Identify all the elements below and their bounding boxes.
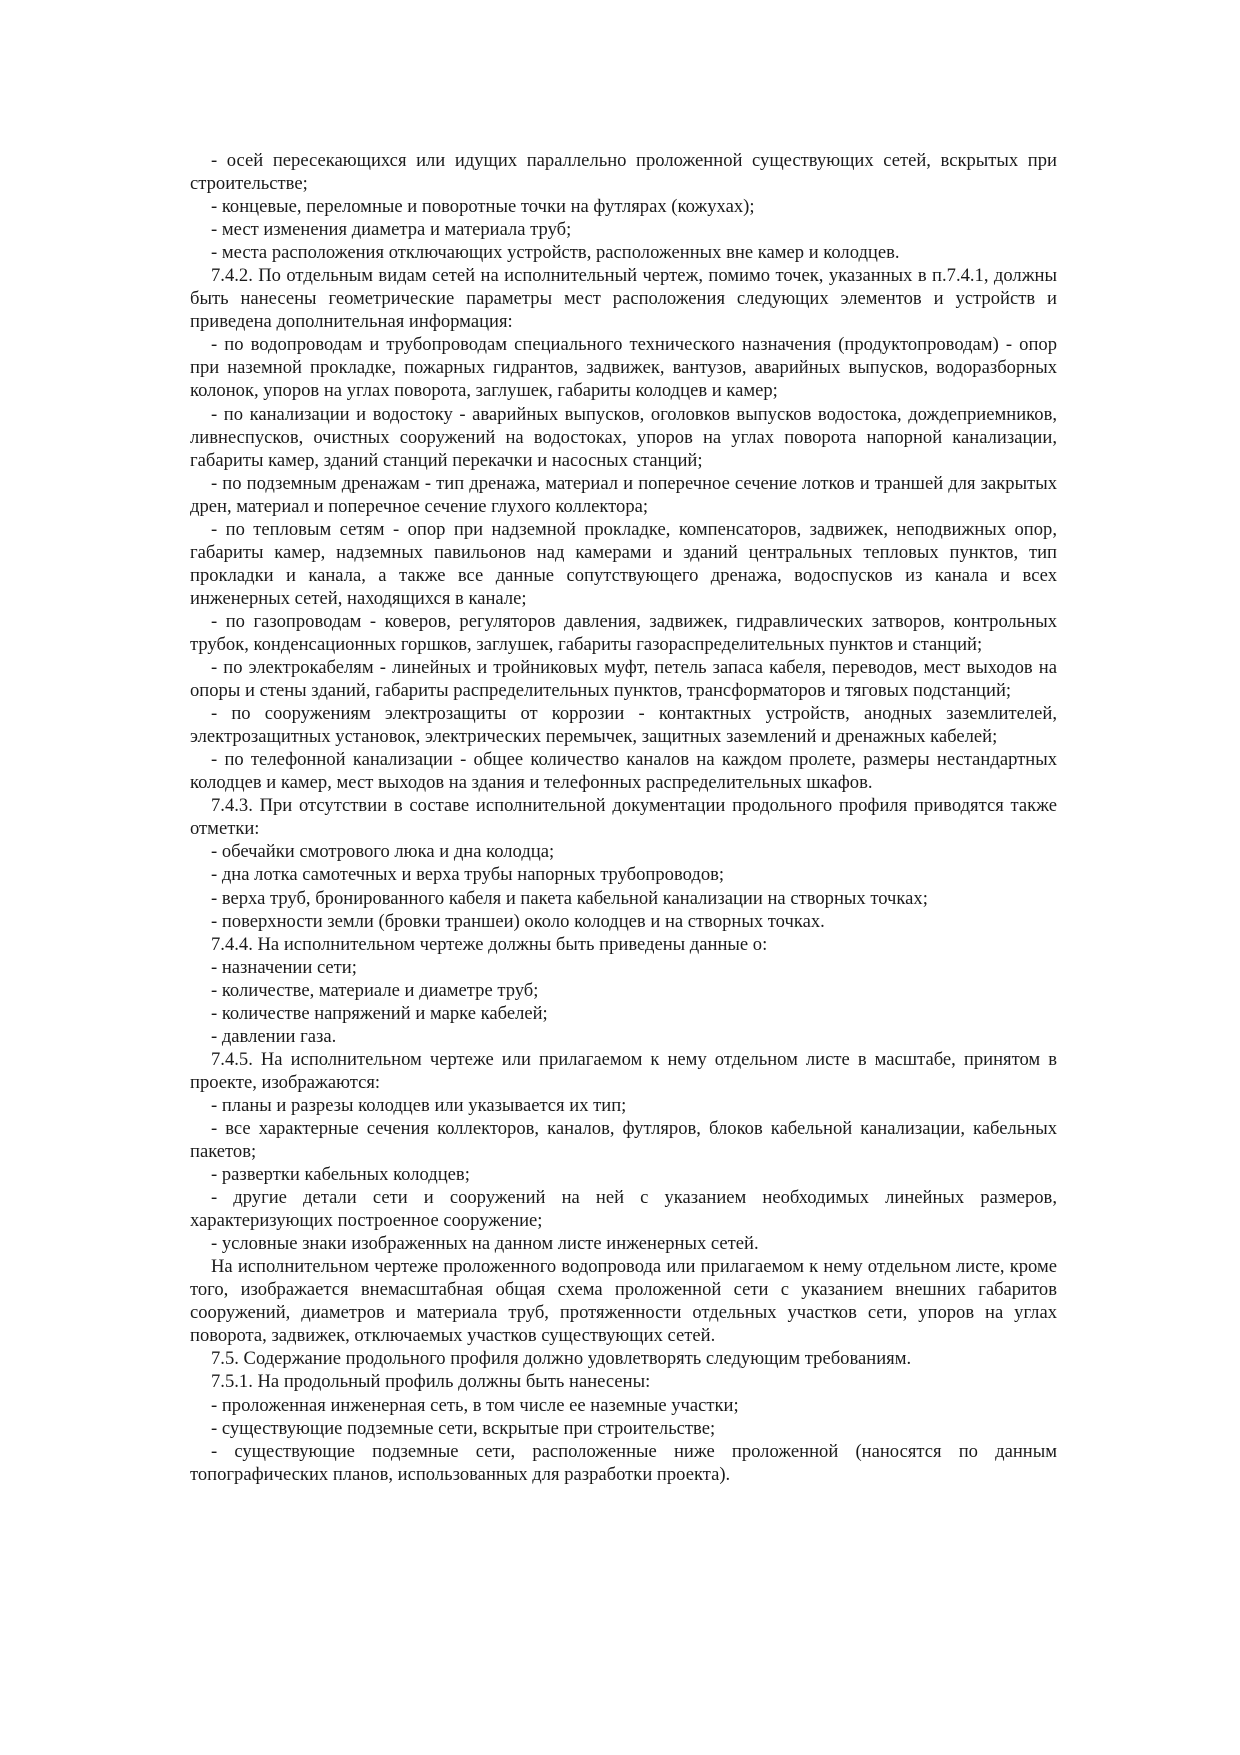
paragraph: 7.4.2. По отдельным видам сетей на исполнительный чертеж, помимо точек, указанных в п.7.4.1, должны быть нанесены геометрические параметры мест расположения следующих элементов и устройств и приведена дополнительная информация: bbox=[190, 265, 1057, 333]
paragraph: - мест изменения диаметра и материала труб; bbox=[211, 219, 572, 241]
paragraph: - условные знаки изображенных на данном листе инженерных сетей. bbox=[211, 1233, 759, 1255]
paragraph: - по газопроводам - коверов, регуляторов давления, задвижек, гидравлических затворов, контрольных трубок, конденсационных горшков, заглушек, габариты газораспределительных пунктов и станций; bbox=[190, 610, 1057, 655]
paragraph: - по подземным дренажам - тип дренажа, материал и поперечное сечение лотков и траншей для закрытых дрен, материал и поперечное сечение глухого коллектора; bbox=[190, 472, 1057, 517]
paragraph: - количестве напряжений и марке кабелей; bbox=[211, 1002, 548, 1024]
paragraph: - по телефонной канализации - общее количество каналов на каждом пролете, размеры нестандартных колодцев и камер, мест выходов на здания и телефонных распределительных шкафов. bbox=[190, 749, 1057, 794]
paragraph: - все характерные сечения коллекторов, каналов, футляров, блоков кабельной канализации, кабельных пакетов; bbox=[190, 1117, 1057, 1163]
paragraph: - существующие подземные сети, расположенные ниже проложенной (наносятся по данным топографических планов, использованных для разработки проекта). bbox=[190, 1440, 1057, 1485]
paragraph: - существующие подземные сети, вскрытые при строительстве; bbox=[211, 1417, 716, 1439]
paragraph: - другие детали сети и сооружений на ней с указанием необходимых линейных размеров, характеризующих построенное сооружение; bbox=[190, 1187, 1057, 1232]
paragraph: 7.5.1. На продольный профиль должны быть нанесены: bbox=[211, 1371, 651, 1393]
paragraph: - осей пересекающихся или идущих параллельно проложенной существующих сетей, вскрытых при строительстве; bbox=[190, 150, 1057, 195]
paragraph: 7.4.4. На исполнительном чертеже должны быть приведены данные о: bbox=[211, 933, 768, 955]
paragraph: - количестве, материале и диаметре труб; bbox=[211, 979, 539, 1001]
paragraph: - обечайки смотрового люка и дна колодца; bbox=[211, 841, 555, 863]
paragraph: 7.5. Содержание продольного профиля должно удовлетворять следующим требованиям. bbox=[211, 1348, 912, 1370]
paragraph: - проложенная инженерная сеть, в том числе ее наземные участки; bbox=[211, 1394, 739, 1416]
paragraph: - по сооружениям электрозащиты от коррозии - контактных устройств, анодных заземлителей, электрозащитных установок, электрических перемычек, защитных заземлений и дренажных кабелей; bbox=[190, 703, 1057, 748]
paragraph: 7.4.5. На исполнительном чертеже или прилагаемом к нему отдельном листе в масштабе, принятом в проекте, изображаются: bbox=[190, 1048, 1057, 1093]
document-page bbox=[190, 149, 1057, 1486]
paragraph: - по тепловым сетям - опор при надземной прокладке, компенсаторов, задвижек, неподвижных опор, габариты камер, надземных павильонов над камерами и зданий центральных тепловых пунктов, тип прокладки и канала, а также все данные сопутствующего дренажа, водоспусков из канала и всех инженерных сетей, находящихся в канале; bbox=[190, 518, 1057, 609]
paragraph: - концевые, переломные и поворотные точки на футлярах (кожухах); bbox=[211, 196, 755, 218]
paragraph: На исполнительном чертеже проложенного водопровода или прилагаемом к нему отдельном листе, кроме того, изображается внемасштабная общая схема проложенной сети с указанием внешних габаритов сооружений, диаметров и материала труб, протяженности отдельных участков сети, упоров на углах поворота, задвижек, отключаемых участков существующих сетей. bbox=[190, 1256, 1057, 1347]
paragraph: - места расположения отключающих устройств, расположенных вне камер и колодцев. bbox=[211, 242, 900, 264]
paragraph: - дна лотка самотечных и верха трубы напорных трубопроводов; bbox=[211, 864, 725, 886]
paragraph: 7.4.3. При отсутствии в составе исполнительной документации продольного профиля приводятся также отметки: bbox=[190, 795, 1057, 840]
paragraph: - поверхности земли (бровки траншеи) около колодцев и на створных точках. bbox=[211, 910, 825, 932]
paragraph: - верха труб, бронированного кабеля и пакета кабельной канализации на створных точках; bbox=[211, 887, 928, 909]
paragraph: - назначении сети; bbox=[211, 956, 357, 978]
paragraph: - по электрокабелям - линейных и тройниковых муфт, петель запаса кабеля, переводов, мест выходов на опоры и стены зданий, габариты распределительных пунктов, трансформаторов и тяговых подстанций; bbox=[190, 657, 1057, 702]
paragraph: - развертки кабельных колодцев; bbox=[211, 1164, 470, 1186]
paragraph: - давлении газа. bbox=[211, 1025, 337, 1047]
paragraph: - планы и разрезы колодцев или указывается их тип; bbox=[211, 1094, 627, 1116]
paragraph: - по водопроводам и трубопроводам специального технического назначения (продуктопроводам) - опор при наземной прокладке, пожарных гидрантов, задвижек, вантузов, аварийных выпусков, водоразборных колонок, упоров на углах поворота, заглушек, габариты колодцев и камер; bbox=[190, 334, 1057, 402]
paragraph: - по канализации и водостоку - аварийных выпусков, оголовков выпусков водостока, дождеприемников, ливнеспусков, очистных сооружений на водостоках, упоров на углах поворота напорной канализации, габариты камер, зданий станций перекачки и насосных станций; bbox=[190, 403, 1057, 471]
